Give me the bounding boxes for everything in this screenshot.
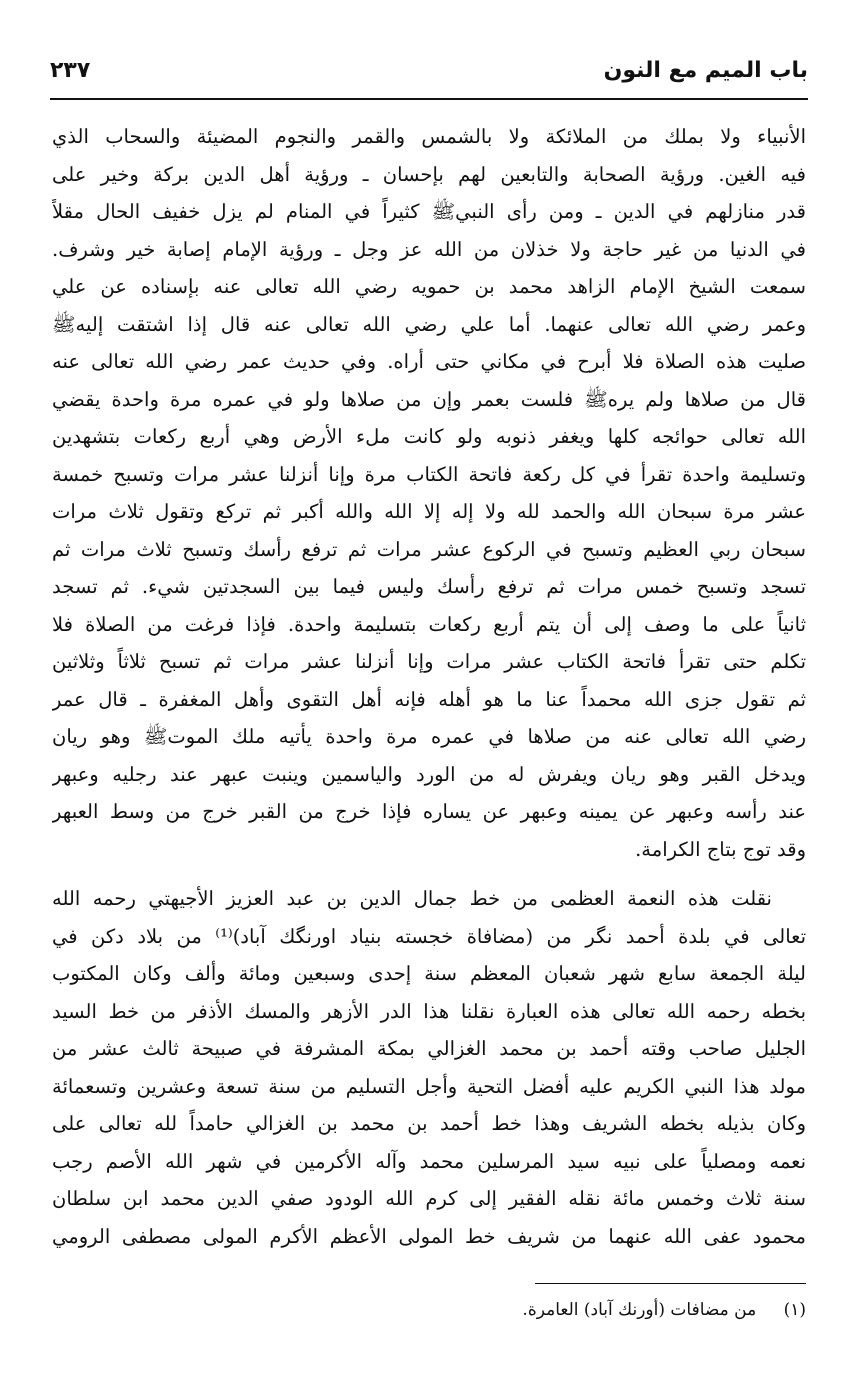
text-line: تعالى في بلدة أحمد نگر من (مضافاة خجسته بنياد اورنگك آباد)⁽¹⁾ من بلاد دكن في bbox=[52, 924, 806, 948]
text-line: وعمر رضي الله تعالى عنهما. أما علي رضي الله تعالى عنه قال إذا اشتقت إليهﷺ bbox=[52, 312, 806, 336]
footnote-divider bbox=[535, 1283, 806, 1284]
text-line: الجليل صاحب وقته أحمد بن محمد الغزالي بمكة المشرفة في صبيحة ثالث عشر من bbox=[52, 1037, 806, 1060]
paragraph-1 bbox=[52, 118, 806, 868]
text-line: تكلم حتى تقرأ فاتحة الكتاب عشر مرات وإنا أنزلنا عشر مرات ثم تسبح ثلاثاً وثلاثين bbox=[52, 650, 806, 673]
text-line: مولد هذا النبي الكريم عليه أفضل التحية وأجل التسليم من سنة تسعة وعشرين وتسعمائة bbox=[52, 1074, 806, 1098]
text-line: ثانياً على ما وصف إلى أن يتم أربع ركعات بتسليمة واحدة. فإذا فرغت من الصلاة فلا bbox=[52, 612, 806, 636]
text-line: وكان بذيله بخطه الشريف وهذا خط أحمد بن محمد بن الغزالي حامداً لله تعالى على bbox=[52, 1112, 806, 1135]
text-line: قدر منازلهم في الدين ـ ومن رأى النبيﷺ كثيراً في المنام لم يزل خفيف الحال مقلاً bbox=[52, 200, 806, 223]
text-line: عند رأسه وعبهر عن يمينه وعبهر عن يساره فإذا خرج من القبر خرج من وسط العبهر bbox=[52, 800, 806, 823]
text-line: ثم تقول جزى الله محمداً عنا ما هو أهله فإنه أهل التقوى وأهل المغفرة ـ قال عمر bbox=[52, 687, 806, 711]
text-line: فيه الغين. ورؤية الصحابة والتابعين لهم بإحسان ـ ورؤية أهل الدين بركة وخير على bbox=[52, 162, 806, 186]
text-line: نعمه ومصلياً على نبيه سيد المرسلين محمد وآله الأكرمين في شهر الله الأصم رجب bbox=[52, 1149, 806, 1173]
footnote bbox=[522, 1300, 806, 1320]
page-number: ٢٣٧ bbox=[50, 58, 91, 83]
text-line: ويدخل القبر وهو ريان ويفرش له من الورد والياسمين وينبت عبهر عند رجليه وعبهر bbox=[52, 762, 806, 786]
header-divider bbox=[50, 98, 808, 100]
footnote-marker: (١) bbox=[783, 1300, 806, 1320]
text-line: سمعت الشيخ الإمام الزاهد محمد بن حمويه رضي الله تعالى عنه بإسناده عن علي bbox=[52, 275, 806, 298]
text-line: في الدنيا من غير حاجة ولا خذلان من الله عز وجل ـ ورؤية الإمام إصابة خير وشرف. bbox=[52, 237, 806, 261]
paragraph-2 bbox=[52, 880, 806, 1255]
text-line: صليت هذه الصلاة فلا أبرح في مكاني حتى أراه. وفي حديث عمر رضي الله تعالى عنه bbox=[52, 350, 806, 373]
text-line: محمود عفى الله عنهما من شريف خط المولى الأعظم الأكرم المولى مصطفى الرومي bbox=[52, 1224, 806, 1248]
text-line: ليلة الجمعة سابع شهر شعبان المعظم سنة إحدى وسبعين ومائة وألف وكان المكتوب bbox=[52, 962, 806, 985]
text-line: نقلت هذه النعمة العظمى من خط جمال الدين بن عبد العزيز الأجيهتي رحمه الله bbox=[52, 887, 772, 910]
footnote-text: من مضافات (أورنك آباد) العامرة. bbox=[522, 1300, 757, 1320]
text-line: سبحان ربي العظيم وتسبح في الركوع عشر مرات ثم ترفع رأسك وتسبح ثلاث مرات ثم bbox=[52, 537, 806, 561]
text-line: سنة ثلاث وخمس مائة نقله الفقير إلى كرم الله الودود صفي الدين محمد ابن سلطان bbox=[52, 1187, 806, 1210]
text-line: تسجد وتسبح خمس مرات ثم ترفع رأسك وليس فيما بين السجدتين شيء. ثم تسجد bbox=[52, 575, 806, 598]
text-line: قال من صلاها ولم يرهﷺ فلست بعمر وإن من صلاها ولو في عمره مرة واحدة يقضي bbox=[52, 387, 806, 411]
text-line: رضي الله تعالى عنه من صلاها في عمره مرة واحدة يأتيه ملك الموتﷺ وهو ريان bbox=[52, 725, 806, 748]
text-line: وقد توج بتاج الكرامة. bbox=[635, 837, 806, 861]
page-header bbox=[50, 52, 808, 98]
text-line: وتسليمة واحدة تقرأ في كل ركعة فاتحة الكتاب مرة وإنا أنزلنا عشر مرات وتسبح خمسة bbox=[52, 462, 806, 486]
text-line: بخطه رحمه الله تعالى هذه العبارة نقلنا هذا الدر الأزهر والمسك الأذفر من خط السيد bbox=[52, 999, 806, 1023]
text-line: الأنبياء ولا بملك من الملائكة ولا بالشمس والقمر والنجوم المضيئة والسحاب الذي bbox=[52, 125, 806, 148]
text-line: الله تعالى حوائجه كلها ويغفر ذنوبه ولو كانت ملء الأرض وهي أربع ركعات بتشهدين bbox=[52, 425, 806, 448]
chapter-title: باب الميم مع النون bbox=[603, 58, 808, 83]
text-line: عشر مرة سبحان الله والحمد لله ولا إله إلا الله والله أكبر ثم تركع وتقول ثلاث مرات bbox=[52, 500, 806, 523]
